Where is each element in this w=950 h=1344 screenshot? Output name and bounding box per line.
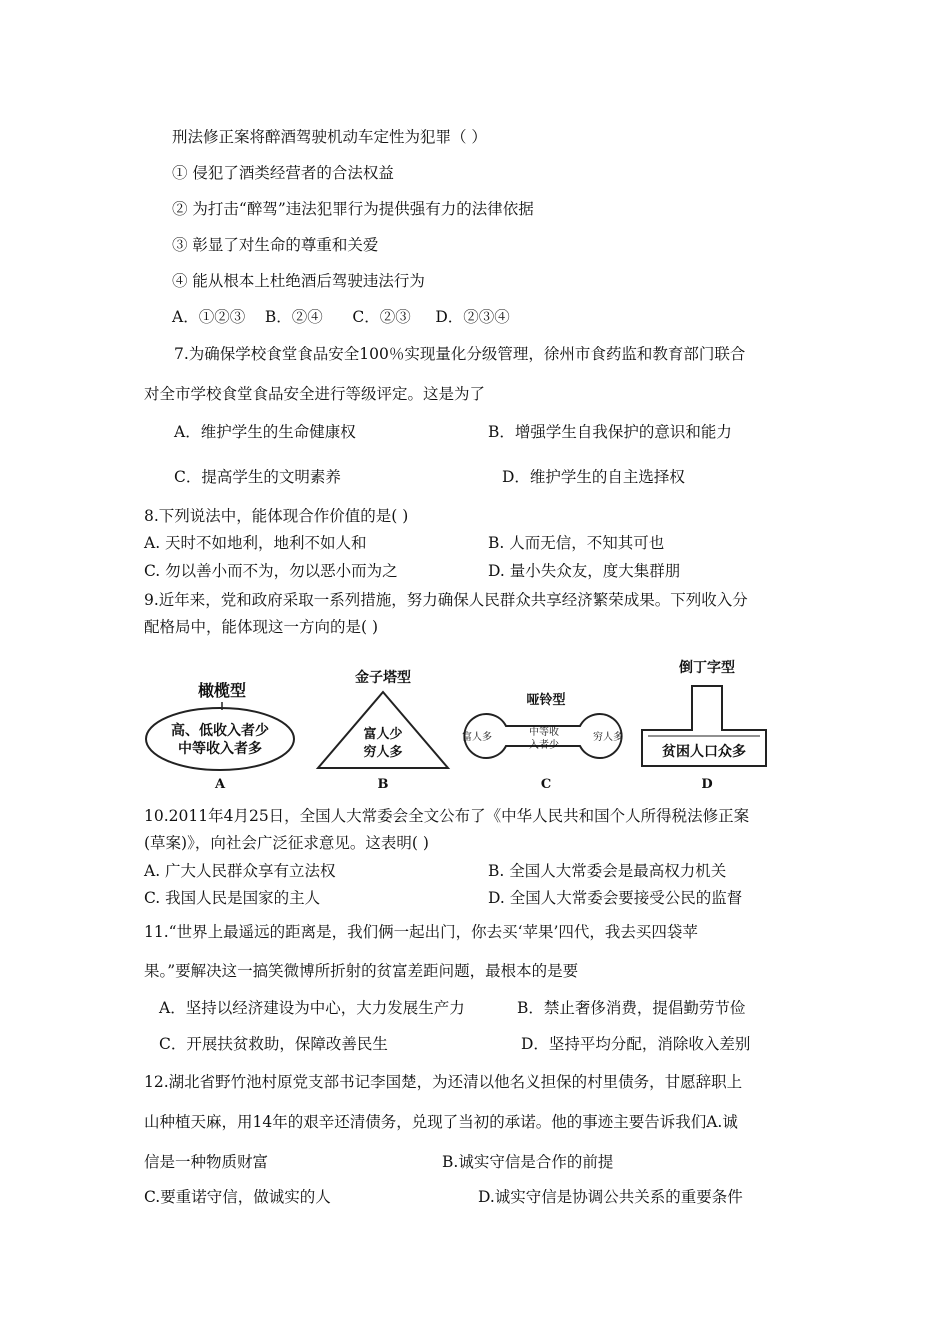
q12-option-a-cont: 信是一种物质财富: [144, 1153, 269, 1171]
q10-stem-line1: 10.2011年4月25日，全国人大常委会全文公布了《中华人民共和国个人所得税法修正案: [144, 807, 750, 825]
diagram-b-text2: 穷人多: [363, 745, 403, 760]
q12-stem-line2: 山种植天麻，用14年的艰辛还清债务，兑现了当初的承诺。他的事迹主要告诉我们A.诚: [144, 1113, 738, 1131]
diagram-b-text1: 富人少: [363, 727, 403, 742]
q7-stem-line1: 7.为确保学校食堂食品安全100％实现量化分级管理，徐州市食药监和教育部门联合: [174, 345, 746, 363]
q10-option-a: A. 广大人民群众享有立法权: [144, 862, 336, 880]
diagram-pyramid: [318, 669, 448, 792]
q8-stem: 8.下列说法中，能体现合作价值的是( ): [144, 507, 409, 525]
q7-option-b: B．增强学生自我保护的意识和能力: [488, 423, 732, 441]
q7-option-a: A．维护学生的生命健康权: [174, 423, 356, 441]
q8-option-d: D. 量小失众友，度大集群朋: [488, 562, 681, 580]
q9-stem-line2: 配格局中，能体现这一方向的是( ): [144, 618, 379, 636]
q7-stem-line2: 对全市学校食堂食品安全进行等级评定。这是为了: [144, 385, 486, 403]
q8-option-a: A. 天时不如地利，地利不如人和: [144, 534, 367, 552]
diagram-dumbbell: [462, 692, 623, 792]
q12-option-c: C.要重诺守信，做诚实的人: [144, 1188, 331, 1206]
q6-options: A．①②③ B．②④ C．②③ D．②③④: [172, 308, 510, 326]
q7-option-d: D．维护学生的自主选择权: [502, 468, 685, 486]
diagram-inverted-t: [642, 659, 766, 792]
diagram-c-right: 穷人多: [593, 732, 623, 743]
olive-shape: [146, 708, 294, 770]
diagram-c-title: 哑铃型: [526, 693, 566, 708]
q12-option-d: D.诚实守信是协调公共关系的重要条件: [478, 1188, 743, 1206]
q11-stem-line2: 果。”要解决这一搞笑微博所折射的贫富差距问题，最根本的是要: [144, 962, 579, 980]
q11-option-b: B．禁止奢侈消费，提倡勤劳节俭: [517, 999, 746, 1017]
diagram-c-letter: C: [540, 777, 552, 792]
diagram-d-text1: 贫困人口众多: [662, 744, 746, 760]
q6-item-2: ② 为打击“醉驾”违法犯罪行为提供强有力的法律依据: [172, 200, 534, 218]
diagram-d-letter: D: [701, 777, 713, 792]
q9-stem-line1: 9.近年来，党和政府采取一系列措施，努力确保人民群众共享经济繁荣成果。下列收入分: [144, 591, 748, 609]
income-distribution-diagrams: [140, 650, 780, 800]
q10-option-d: D. 全国人大常委会要接受公民的监督: [488, 889, 743, 907]
q6-stem: 刑法修正案将醉酒驾驶机动车定性为犯罪（ ）: [172, 128, 487, 146]
diagram-a-text1: 高、低收入者少: [171, 723, 269, 739]
q11-option-a: A．坚持以经济建设为中心，大力发展生产力: [159, 999, 465, 1017]
diagram-b-title: 金子塔型: [355, 670, 411, 686]
q11-stem-line1: 11.“世界上最遥远的距离是，我们俩一起出门，你去买‘苹果’四代，我去买四袋苹: [144, 923, 698, 941]
diagram-c-mid2: 入者少: [529, 740, 559, 751]
q8-option-b: B. 人而无信，不知其可也: [488, 534, 665, 552]
diagram-a-letter: A: [214, 777, 226, 792]
q8-option-c: C. 勿以善小而不为，勿以恶小而为之: [144, 562, 398, 580]
q6-item-1: ① 侵犯了酒类经营者的合法权益: [172, 164, 394, 182]
q7-option-c: C．提高学生的文明素养: [174, 468, 341, 486]
q11-option-d: D．坚持平均分配，消除收入差别: [521, 1035, 751, 1053]
q12-stem-line1: 12.湖北省野竹池村原党支部书记李国楚，为还清以他名义担保的村里债务，甘愿辞职上: [144, 1073, 743, 1091]
q10-option-b: B. 全国人大常委会是最高权力机关: [488, 862, 727, 880]
q12-option-b: B.诚实守信是合作的前提: [442, 1153, 614, 1171]
q10-stem-line2: (草案)》，向社会广泛征求意见。这表明( ): [144, 834, 429, 852]
diagram-c-mid1: 中等收: [529, 727, 559, 738]
diagram-olive: [146, 681, 294, 792]
q10-option-c: C. 我国人民是国家的主人: [144, 889, 321, 907]
diagram-a-text2: 中等收入者多: [178, 741, 262, 757]
diagram-a-title: 橄榄型: [198, 681, 247, 700]
q11-option-c: C．开展扶贫救助，保障改善民生: [159, 1035, 388, 1053]
q6-item-4: ④ 能从根本上杜绝酒后驾驶违法行为: [172, 272, 425, 290]
diagram-d-title: 倒丁字型: [679, 660, 735, 676]
diagram-c-left: 富人多: [462, 732, 492, 743]
diagram-b-letter: B: [377, 777, 389, 792]
q6-item-3: ③ 彰显了对生命的尊重和关爱: [172, 236, 379, 254]
